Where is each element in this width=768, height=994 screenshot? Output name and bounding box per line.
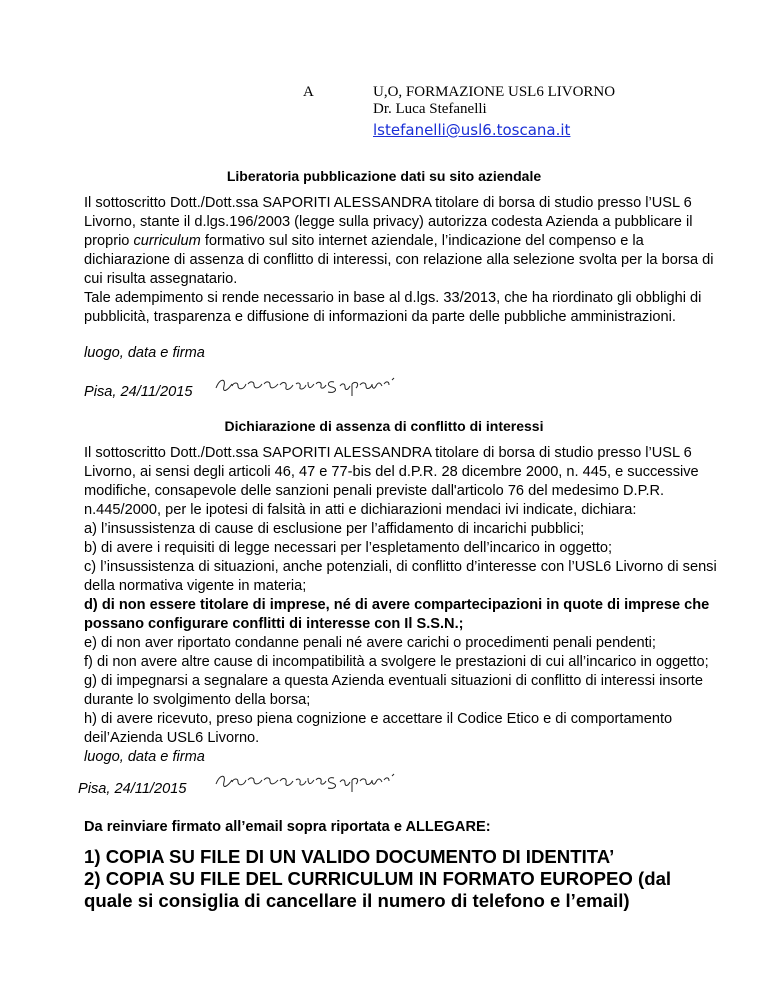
release-text-a: Il sottoscritto Dott./Dott.ssa SAPORITI ALESSANDRA titolare di borsa di studio presso l’USL 6 Livorno, stante il d.lgs.196/2003 (legge sulla privacy) autorizza codesta Azienda a pubblicare il proprio xyxy=(84,195,693,249)
closing-instruction: Da reinviare firmato all’email sopra riportata e ALLEGARE: xyxy=(84,819,491,835)
release-paragraph-2: Tale adempimento si rende necessario in base al d.lgs. 33/2013, che ha riordinato gli obblighi di pubblicità, trasparenza e diffusione di informazioni da parte delle pubbliche amministrazioni. xyxy=(84,290,702,325)
release-body xyxy=(84,194,724,327)
release-place-date: Pisa, 24/11/2015 xyxy=(84,384,193,400)
recipient-person: Dr. Luca Stefanelli xyxy=(373,101,487,117)
recipient-office: U,O, FORMAZIONE USL6 LIVORNO xyxy=(373,84,616,100)
declaration-item-c: c) l’insussistenza di situazioni, anche potenziali, di conflitto d’interesse con l’USL6 Livorno di sensi della normativa vigente in materia; xyxy=(84,559,717,594)
declaration-item-g: g) di impegnarsi a segnalare a questa Azienda eventuali situazioni di conflitto di interessi insorte durante lo svolgimento della borsa; xyxy=(84,673,703,708)
declaration-item-e: e) di non aver riportato condanne penali né avere carichi o procedimenti penali pendenti; xyxy=(84,635,656,651)
declaration-body xyxy=(84,444,724,767)
recipient-block xyxy=(373,84,615,139)
signature-image xyxy=(214,374,404,398)
declaration-place-label: luogo, data e firma xyxy=(84,749,205,765)
release-paragraph-1 xyxy=(84,194,724,289)
declaration-item-f: f) di non avere altre cause di incompatibilità a svolgere le prestazioni di cui all’incarico in oggetto; xyxy=(84,654,709,670)
attachment-item-1: 1) COPIA SU FILE DI UN VALIDO DOCUMENTO DI IDENTITA’ xyxy=(84,846,615,867)
signature-image-2 xyxy=(214,770,404,794)
release-title: Liberatoria pubblicazione dati su sito aziendale xyxy=(226,168,542,184)
release-place-label: luogo, data e firma xyxy=(84,345,205,361)
declaration-item-a: a) l’insussistenza di cause di esclusione per l’affidamento di incarichi pubblici; xyxy=(84,521,585,537)
release-text-b: formativo sul sito internet aziendale, l’indicazione del compenso e la dichiarazione di assenza di conflitto di interessi, con relazione alla selezione svolta per la borsa di cui risulta assegnatario. xyxy=(84,233,714,287)
attachment-item-2: 2) COPIA SU FILE DEL CURRICULUM IN FORMATO EUROPEO (dal quale si consiglia di cancellare il numero di telefono e l’email) xyxy=(84,868,672,911)
release-text-italic: curriculum xyxy=(133,233,201,249)
recipient-email-link[interactable]: lstefanelli@usl6.toscana.it xyxy=(373,121,571,139)
declaration-intro: Il sottoscritto Dott./Dott.ssa SAPORITI ALESSANDRA titolare di borsa di studio presso l’USL 6 Livorno, ai sensi degli articoli 46, 47 e 77-bis del d.P.R. 28 dicembre 2000, n. 445, e successive modifiche, consapevole delle sanzioni penali previste dall'articolo 76 del medesimo D.P.R. n.445/2000, per le ipotesi di falsità in atti e dichiarazioni mendaci ivi indicate, dichiara: xyxy=(84,445,699,518)
declaration-item-h: h) di avere ricevuto, preso piena cognizione e accettare il Codice Etico e di comportamento deil’Azienda USL6 Livorno. xyxy=(84,711,673,746)
recipient-prefix: A xyxy=(303,84,314,100)
declaration-place-date: Pisa, 24/11/2015 xyxy=(78,781,187,797)
declaration-item-d: d) di non essere titolare di imprese, né di avere compartecipazioni in quote di imprese che possano configurare conflitti di interesse con Il S.S.N.; xyxy=(84,597,710,632)
closing-attachments xyxy=(84,846,724,912)
declaration-title: Dichiarazione di assenza di conflitto di interessi xyxy=(224,418,544,434)
declaration-item-b: b) di avere i requisiti di legge necessari per l’espletamento dell’incarico in oggetto; xyxy=(84,540,613,556)
